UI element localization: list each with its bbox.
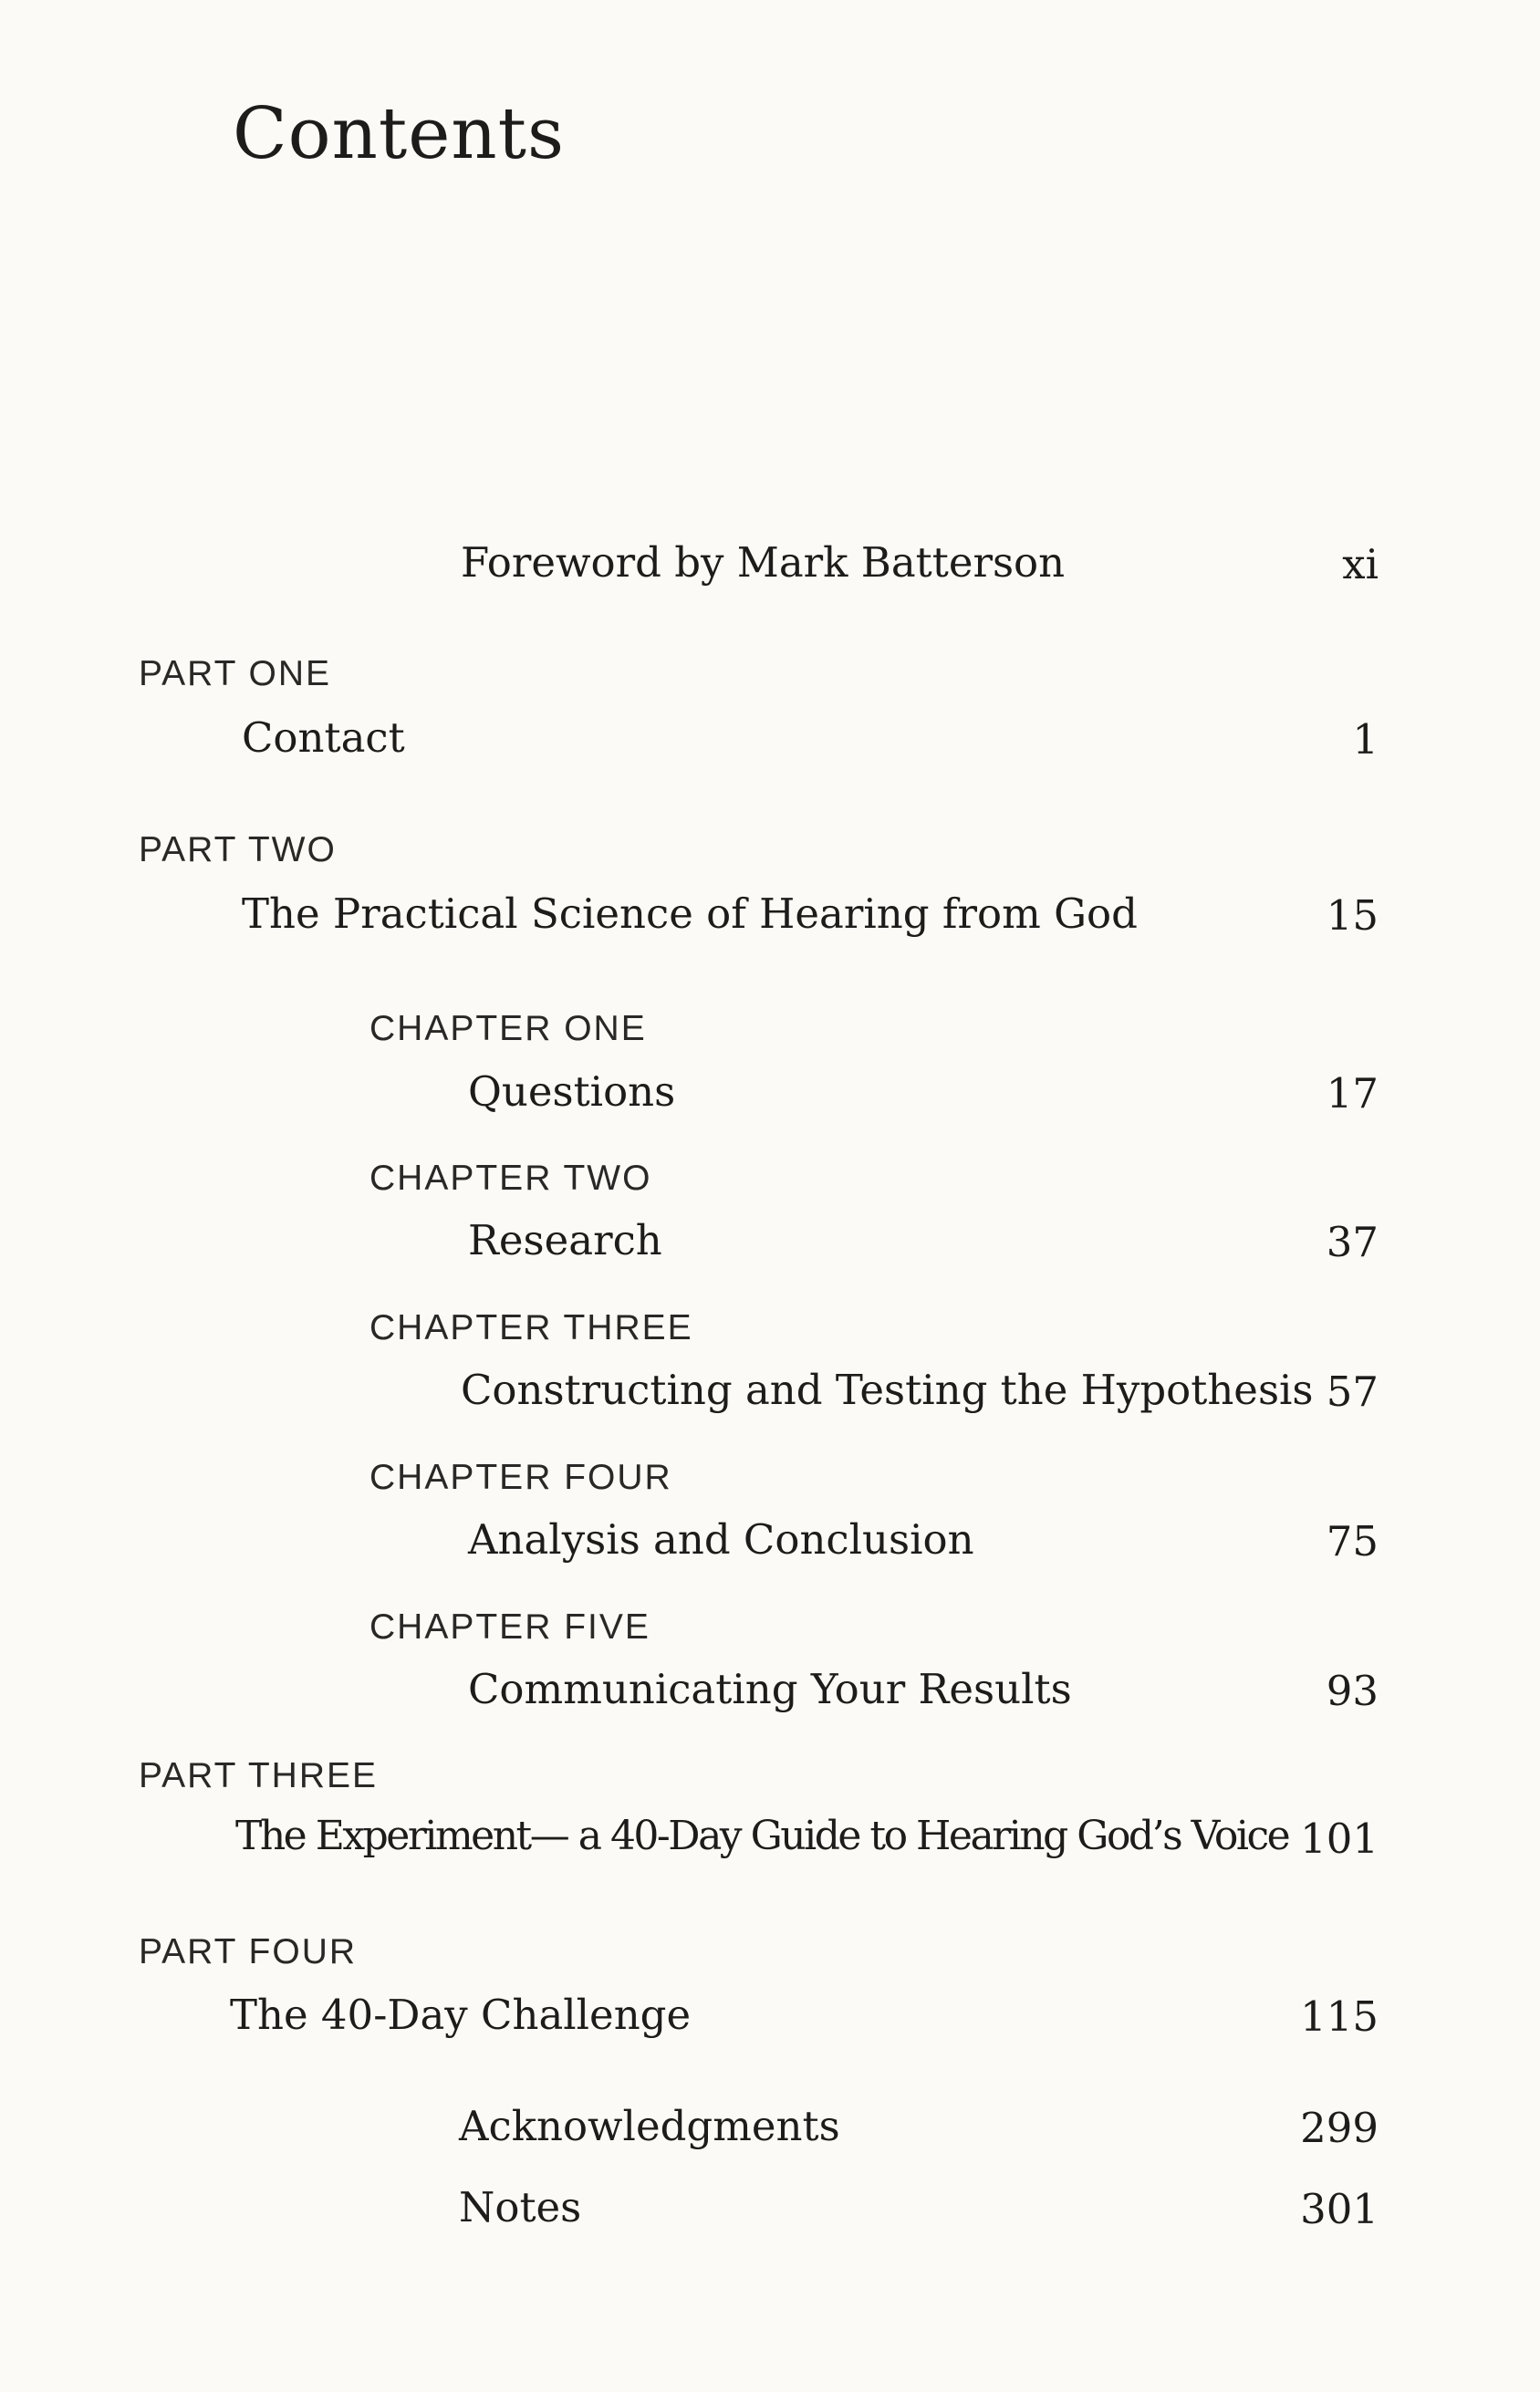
toc-entry-part-two[interactable]: The Practical Science of Hearing from God [242, 889, 1138, 938]
part-three-label: PART THREE [139, 1756, 379, 1795]
toc-entry-part-three[interactable]: The Experiment— a 40-Day Guide to Hearing God’s Voice [235, 1813, 1289, 1859]
part-one-label: PART ONE [139, 654, 332, 693]
toc-entry-part-four[interactable]: The 40-Day Challenge [230, 1991, 692, 2039]
page-number-chapter-one: 17 [1326, 1069, 1379, 1118]
toc-entry-chapter-one[interactable]: Questions [468, 1067, 676, 1116]
chapter-two-label: CHAPTER TWO [369, 1159, 652, 1198]
toc-entry-chapter-five[interactable]: Communicating Your Results [468, 1665, 1072, 1713]
page-number-chapter-three: 57 [1326, 1368, 1379, 1416]
toc-entry-notes[interactable]: Notes [459, 2183, 582, 2231]
page-title: Contents [233, 93, 565, 175]
page-number-chapter-five: 93 [1326, 1667, 1379, 1715]
page-number-part-one: 1 [1352, 715, 1379, 764]
toc-entry-acknowledgments[interactable]: Acknowledgments [459, 2102, 840, 2150]
part-four-label: PART FOUR [139, 1932, 358, 1971]
page-number-part-four: 115 [1300, 1992, 1379, 2041]
chapter-three-label: CHAPTER THREE [369, 1308, 693, 1347]
chapter-one-label: CHAPTER ONE [369, 1009, 647, 1048]
toc-entry-foreword[interactable]: Foreword by Mark Batterson [461, 538, 1066, 587]
chapter-five-label: CHAPTER FIVE [369, 1607, 650, 1647]
toc-entry-chapter-four[interactable]: Analysis and Conclusion [468, 1515, 974, 1564]
page-number-part-two: 15 [1326, 891, 1379, 940]
part-two-label: PART TWO [139, 830, 337, 869]
toc-entry-chapter-two[interactable]: Research [468, 1216, 662, 1264]
toc-entry-part-one[interactable]: Contact [242, 713, 405, 762]
page-number-notes: 301 [1300, 2185, 1379, 2233]
page-number-chapter-four: 75 [1326, 1517, 1379, 1565]
toc-entry-chapter-three[interactable]: Constructing and Testing the Hypothesis [461, 1366, 1314, 1414]
page-number-part-three: 101 [1300, 1815, 1379, 1863]
page-number-chapter-two: 37 [1326, 1218, 1379, 1266]
chapter-four-label: CHAPTER FOUR [369, 1458, 672, 1497]
page-number-acknowledgments: 299 [1300, 2104, 1379, 2152]
page-number-foreword: xi [1342, 540, 1379, 588]
